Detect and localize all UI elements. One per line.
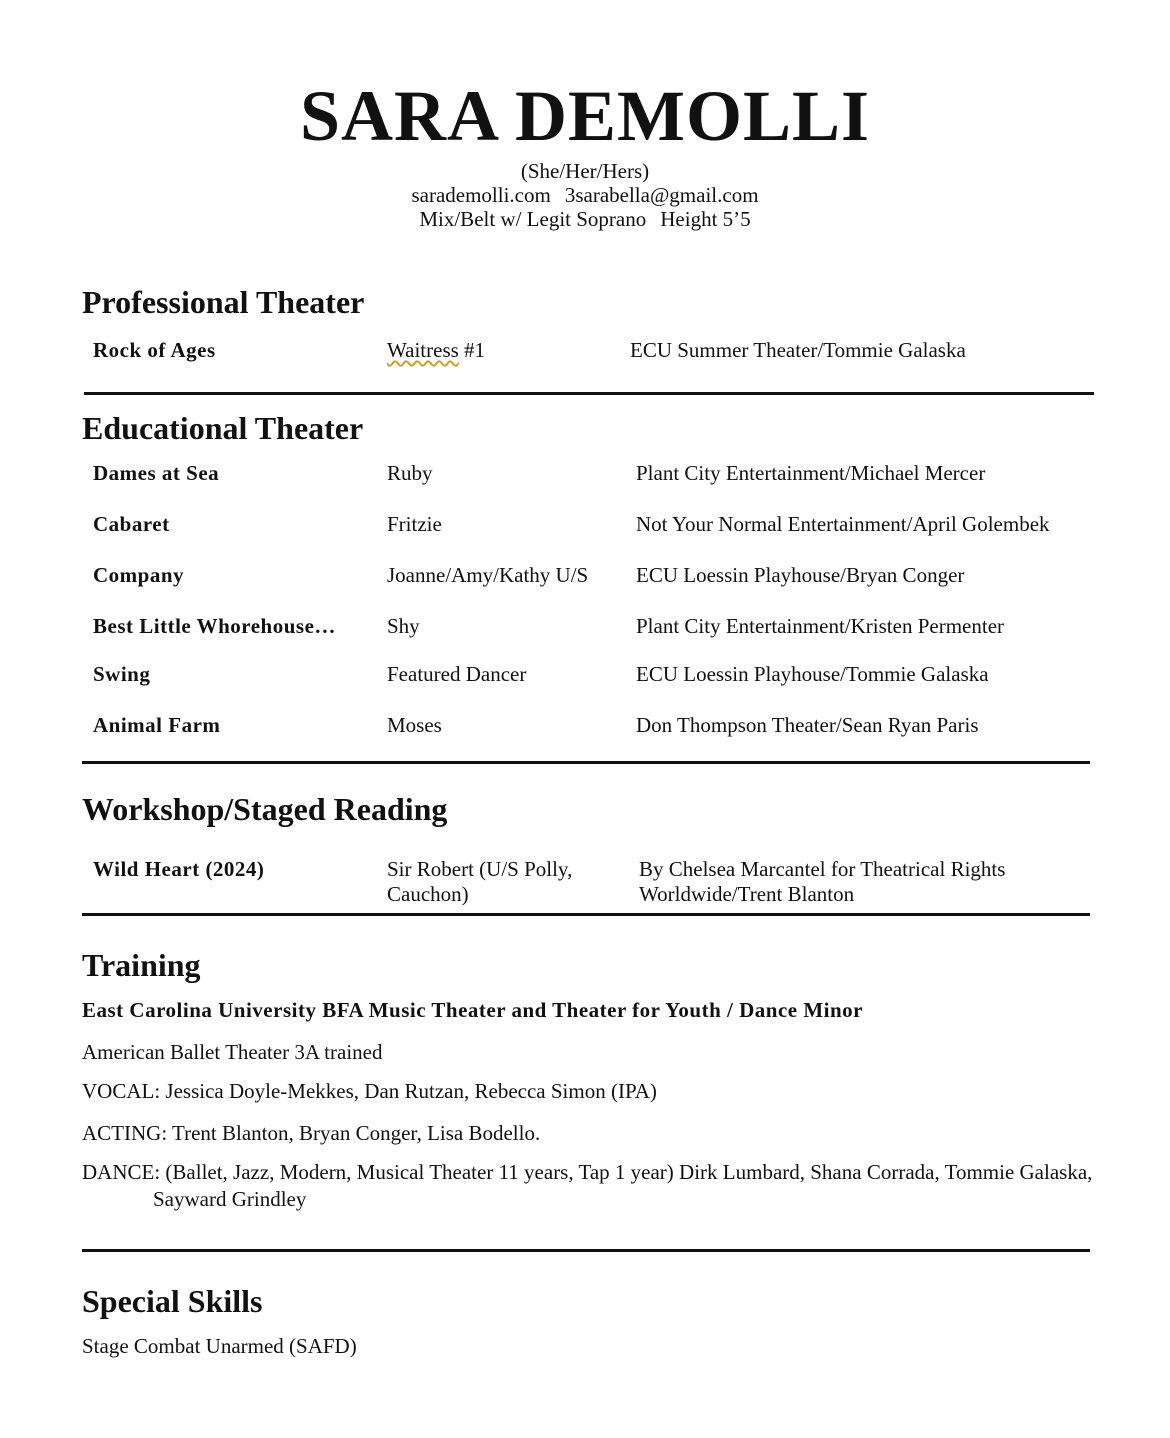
credit-show: Wild Heart (2024) [93, 857, 265, 881]
special-skills-heading: Special Skills [82, 1283, 263, 1319]
pronouns: (She/Her/Hers) [520, 159, 650, 183]
credit-role [387, 338, 485, 363]
training-heading: Training [82, 947, 201, 983]
credit-role-suffix: #1 [458, 338, 486, 362]
training-ballet: American Ballet Theater 3A trained [82, 1040, 383, 1064]
credit-company: Plant City Entertainment/Michael Mercer [636, 461, 986, 485]
vocal-height-line [0, 207, 1170, 231]
credit-role: Ruby [387, 461, 433, 485]
credit-role: Moses [387, 713, 442, 737]
credit-show: Rock of Ages [93, 338, 216, 362]
section-divider [82, 913, 1090, 916]
spellcheck-flagged-word[interactable]: Waitress [387, 338, 459, 362]
resume-name: SARA DEMOLLI [299, 76, 871, 156]
credit-role: Fritzie [387, 512, 442, 536]
credit-show: Best Little Whorehouse… [93, 614, 336, 638]
training-acting: ACTING: Trent Blanton, Bryan Conger, Lisa Bodello. [82, 1121, 541, 1145]
height: Height 5’5 [660, 207, 751, 231]
section-divider [82, 761, 1090, 764]
credit-role: Joanne/Amy/Kathy U/S [387, 563, 589, 587]
credit-show: Company [93, 563, 185, 587]
credit-show: Cabaret [93, 512, 170, 536]
contact-line [0, 183, 1170, 207]
credit-company: ECU Loessin Playhouse/Tommie Galaska [636, 662, 989, 686]
credit-company: Don Thompson Theater/Sean Ryan Paris [636, 713, 979, 737]
credit-company: Plant City Entertainment/Kristen Permenter [636, 614, 1005, 638]
workshop-heading: Workshop/Staged Reading [82, 791, 448, 827]
skill-item: Stage Combat Unarmed (SAFD) [82, 1334, 357, 1358]
credit-company: By Chelsea Marcantel for Theatrical Rights Worldwide/Trent Blanton [639, 857, 1006, 906]
credit-show: Dames at Sea [93, 461, 220, 485]
credit-role: Featured Dancer [387, 662, 527, 686]
credit-show: Animal Farm [93, 713, 221, 737]
credit-role: Shy [387, 614, 420, 638]
training-dance: DANCE: (Ballet, Jazz, Modern, Musical Theater 11 years, Tap 1 year) Dirk Lumbard, Shana Corrada, Tommie Galaska, Sayward Grindley [82, 1160, 1093, 1211]
training-vocal: VOCAL: Jessica Doyle-Mekkes, Dan Rutzan, Rebecca Simon (IPA) [82, 1079, 657, 1103]
voice-type: Mix/Belt w/ Legit Soprano [419, 207, 647, 231]
educational-theater-heading: Educational Theater [82, 410, 364, 446]
website-link[interactable]: sarademolli.com [411, 183, 551, 207]
section-divider [82, 1249, 1090, 1252]
credit-company: Not Your Normal Entertainment/April Golembek [636, 512, 1050, 536]
credit-company: ECU Summer Theater/Tommie Galaska [630, 338, 966, 362]
credit-show: Swing [93, 662, 151, 686]
training-degree: East Carolina University BFA Music Theater and Theater for Youth / Dance Minor [82, 998, 864, 1022]
credit-role: Sir Robert (U/S Polly, Cauchon) [387, 857, 573, 906]
professional-theater-heading: Professional Theater [82, 284, 365, 320]
credit-company: ECU Loessin Playhouse/Bryan Conger [636, 563, 965, 587]
email-link[interactable]: 3sarabella@gmail.com [564, 183, 759, 207]
section-divider [84, 392, 1094, 395]
